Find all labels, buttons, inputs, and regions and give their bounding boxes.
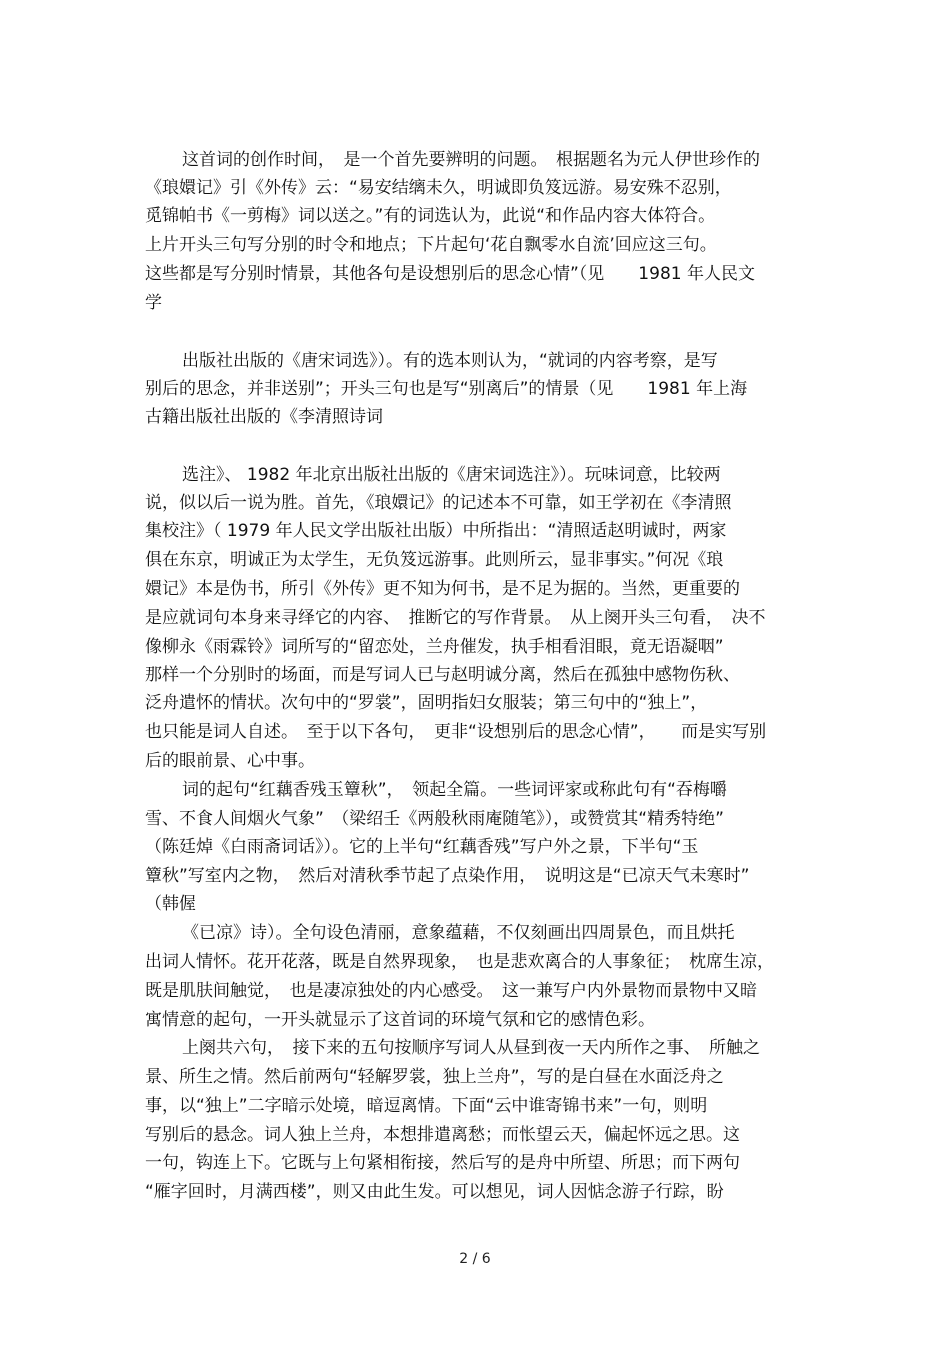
text-line: 《琅嬛记》引《外传》云：“易安结缡未久，明诚即负笈远游。易安殊不忍别， [145, 178, 732, 198]
text-line: 事，以“独上”二字暗示处境，暗逗离情。下面“云中谁寄锦书来”一句，则明 [145, 1096, 708, 1116]
text-line: 觅锦帕书《一剪梅》词以送之。”有的词选认为，此说“和作品内容大体符合。 [145, 206, 716, 226]
text-line: 这首词的创作时间， 是一个首先要辨明的问题。 根据题名为元人伊世珍作的 [182, 150, 760, 170]
text-line: 集校注》（ 1979 年人民文学出版社出版）中所指出：“清照适赵明诚时，两家 [145, 521, 727, 541]
text-line: 后的眼前景、心中事。 [145, 751, 315, 771]
text-line: 那样一个分别时的场面，而是写词人已与赵明诚分离，然后在孤独中感物伤秋、 [145, 665, 740, 685]
text-line: 词的起句“红藕香残玉簟秋”， 领起全篇。一些词评家或称此句有“吞梅嚼 [182, 780, 727, 800]
text-line: 别后的思念，并非送别”；开头三句也是写“别离后”的情景（见 1981 年上海 [145, 379, 748, 399]
text-line: 景、所生之情。然后前两句“轻解罗裳，独上兰舟”，写的是白昼在水面泛舟之 [145, 1067, 724, 1087]
text-line: 上阕共六句， 接下来的五句按顺序写词人从昼到夜一天内所作之事、 所触之 [182, 1038, 760, 1058]
text-line: 这些都是写分别时情景，其他各句是设想别后的思念心情”（见 1981 年人民文 [145, 264, 755, 284]
text-line: 学 [145, 293, 162, 313]
text-line: 是应就词句本身来寻绎它的内容、 推断它的写作背景。 从上阕开头三句看， 决不 [145, 608, 766, 628]
text-line: “雁字回时，月满西楼”，则又由此生发。可以想见，词人因惦念游子行踪，盼 [145, 1182, 724, 1202]
text-line: 出版社出版的《唐宋词选》）。有的选本则认为，“就词的内容考察，是写 [182, 351, 718, 371]
text-line: 写别后的悬念。词人独上兰舟，本想排遣离愁；而怅望云天，偏起怀远之思。这 [145, 1125, 740, 1145]
text-line: 嬛记》本是伪书，所引《外传》更不知为何书，是不足为据的。当然，更重要的 [145, 579, 740, 599]
text-line: 选注》、 1982 年北京出版社出版的《唐宋词选注》）。玩味词意，比较两 [182, 465, 721, 485]
text-line: 俱在东京，明诚正为太学生，无负笈远游事。此则所云，显非事实。”何况《琅 [145, 550, 724, 570]
text-line: 一句，钩连上下。它既与上句紧相衔接，然后写的是舟中所望、所思；而下两句 [145, 1153, 740, 1173]
text-line: （韩偓 [145, 894, 196, 914]
text-line: 《已凉》诗）。全句设色清丽，意象蕴藉，不仅刻画出四周景色，而且烘托 [182, 923, 735, 943]
text-line: 古籍出版社出版的《李清照诗词 [145, 407, 383, 427]
text-line: 上片开头三句写分别的时令和地点；下片起句‘花自飘零水自流’回应这三句。 [145, 235, 717, 255]
text-line: 泛舟遣怀的情状。次句中的“罗裳”，固明指妇女服装；第三句中的“独上”， [145, 693, 708, 713]
text-line: 既是肌肤间触觉， 也是凄凉独处的内心感受。 这一兼写户内外景物而景物中又暗 [145, 981, 757, 1001]
page-number: 2 / 6 [459, 1251, 491, 1267]
text-line: 簟秋”写室内之物， 然后对清秋季节起了点染作用， 说明这是“已凉天气未寒时” [145, 866, 750, 886]
text-line: （陈廷焯《白雨斋词话》）。它的上半句“红藕香残”写户外之景，下半句“玉 [145, 837, 699, 857]
text-line: 雪、不食人间烟火气象” （梁绍壬《两般秋雨庵随笔》），或赞赏其“精秀特绝” [145, 809, 724, 829]
text-line: 寓情意的起句，一开头就显示了这首词的环境气氛和它的感情色彩。 [145, 1010, 655, 1030]
text-line: 说，似以后一说为胜。首先，《琅嬛记》的记述本不可靠，如王学初在《李清照 [145, 493, 732, 513]
text-line: 像柳永《雨霖铃》词所写的“留恋处，兰舟催发，执手相看泪眼，竟无语凝咽” [145, 637, 724, 657]
text-line: 也只能是词人自述。 至于以下各句， 更非“设想别后的思念心情”， 而是实写别 [145, 722, 767, 742]
text-line: 出词人情怀。花开花落，既是自然界现象， 也是悲欢离合的人事象征； 枕席生凉， [145, 952, 774, 972]
